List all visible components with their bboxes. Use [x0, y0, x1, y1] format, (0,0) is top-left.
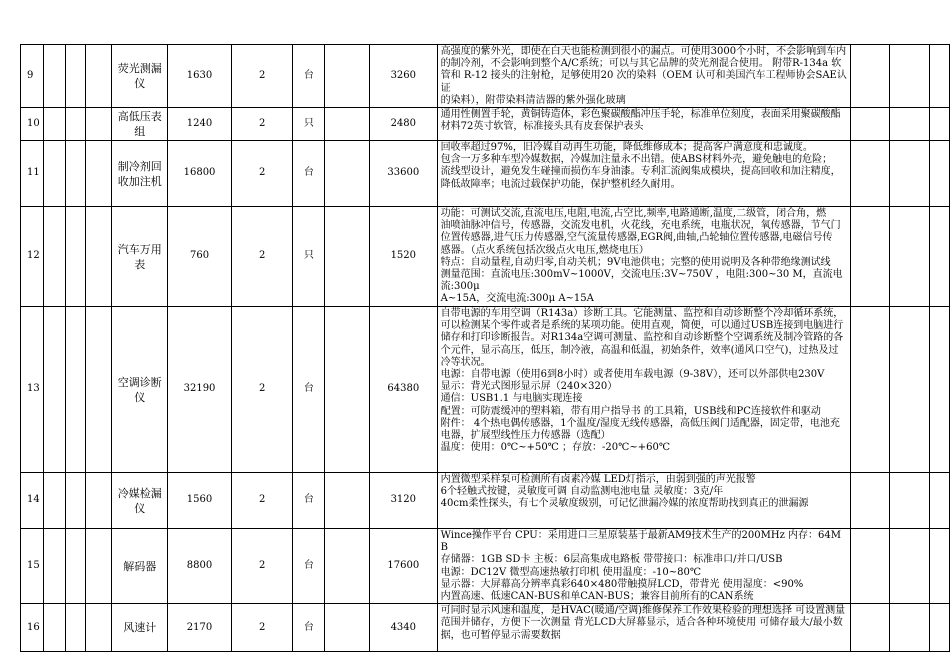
empty-cell: [930, 141, 950, 207]
total-price-cell: 33600: [369, 141, 437, 207]
empty-cell: [85, 307, 112, 473]
empty-cell: [65, 108, 85, 141]
row-number-cell: 14: [21, 473, 44, 529]
quantity-cell: 2: [231, 473, 293, 529]
row-number-cell: 12: [21, 207, 44, 307]
empty-cell: [85, 108, 112, 141]
total-price-cell: 4340: [369, 604, 437, 652]
quantity-cell: 2: [231, 207, 293, 307]
description-line: 据，也可暂停显示需要数据: [440, 629, 561, 641]
table-row: [21, 108, 950, 141]
description-line: 电器，扩展型线性压力传感器（选配）: [440, 430, 611, 442]
item-name-cell: 风速计: [112, 604, 168, 652]
empty-cell: [930, 529, 950, 604]
empty-cell: [890, 45, 930, 108]
quantity-cell: 2: [231, 45, 293, 108]
description-line: 的制冷剂，不会影响到整个A/C系统；可以与其它品牌的荧光剂混合使用。 附带R-134a 软: [440, 58, 842, 70]
description-line: 范围并储存，方便下一次测量 背光LCD大屏幕显示，适合各种环境使用 可储存最大/最小数: [440, 617, 843, 629]
description-line: 内置微型采样泵可检测所有卤素冷媒 LED灯指示，由弱到强的声光报警: [440, 474, 756, 486]
quantity-cell: 2: [231, 307, 293, 473]
quantity-cell: 2: [231, 604, 293, 652]
empty-cell: [325, 307, 370, 473]
description-line: 通用性侧置手轮，黄铜铸造体，彩色聚碳酸酯冲压手轮，标准单位刻度，表面采用聚碳酸酯: [440, 109, 841, 121]
empty-cell: [325, 604, 370, 652]
description-line: 40cm柔性探头，有七个灵敏度级别，可记忆泄漏冷媒的浓度帮助找到真正的泄漏源: [440, 498, 809, 510]
description-line: 温度：使用：0℃~+50℃ ；存放：-20℃~+60℃: [440, 442, 671, 454]
empty-cell: [930, 604, 950, 652]
empty-cell: [65, 529, 85, 604]
description-line: 高强度的紫外光，即使在白天也能检测到很小的漏点。可使用3000个小时，不会影响到车内: [440, 46, 847, 57]
description-line: A~15A，交流电流:300μ A~15A: [440, 293, 594, 305]
empty-cell: [325, 45, 370, 108]
empty-cell: [890, 307, 930, 473]
empty-cell: [65, 141, 85, 207]
empty-cell: [930, 207, 950, 307]
empty-cell: [850, 207, 890, 307]
row-number-cell: 15: [21, 529, 44, 604]
description-cell: [437, 108, 850, 141]
empty-cell: [850, 529, 890, 604]
description-cell: [437, 45, 850, 108]
empty-cell: [85, 141, 112, 207]
description-line: 配置：可防震缓冲的塑料箱，带有用户指导书 的工具箱，USB线和PC连接软件和驱动: [440, 405, 821, 417]
empty-cell: [43, 45, 65, 108]
description-line: 流线型设计，避免发生碰撞而损伤车身油漆。专利汇流阀集成模块，提高回收和加注精度，: [440, 166, 841, 178]
unit-price-cell: 1560: [168, 473, 232, 529]
total-price-cell: 2480: [369, 108, 437, 141]
description-cell: [437, 307, 850, 473]
empty-cell: [850, 45, 890, 108]
total-price-cell: 17600: [369, 529, 437, 604]
table-row: [21, 473, 950, 529]
unit-price-cell: 2170: [168, 604, 232, 652]
empty-cell: [65, 473, 85, 529]
table-row: [21, 45, 950, 108]
empty-cell: [850, 604, 890, 652]
description-line: 管和 R-12 接头的注射枪，足够使用20 次的染料（OEM 认可和美国汽车工程师协会SAE认证: [440, 70, 847, 94]
item-name-cell: 汽车万用表: [112, 207, 168, 307]
description-line: 功能：可测试交流,直流电压,电阻,电流,占空比,频率,电路通断,温度,二级管，闭合角，燃: [440, 208, 827, 220]
description-line: 可以检测某个零件或者是系统的某项功能。使用直观，简便，可以通过USB连接到电脑进行: [440, 320, 844, 332]
unit-cell: 台: [293, 307, 325, 473]
empty-cell: [65, 604, 85, 652]
description-line: 油喷油脉冲信号，传感器，交流发电机，火花线，充电系统，电瓶状况，氧传感器，节气门: [440, 220, 841, 232]
empty-cell: [930, 45, 950, 108]
description-line: 感器。（点火系统包括次级点火电压,燃烧电压）: [440, 244, 649, 256]
unit-cell: 台: [293, 529, 325, 604]
description-line: 附件： 4个热电偶传感器，1个温度/湿度无线传感器，高低压阀门适配器，固定带，电池充: [440, 417, 840, 429]
row-number-cell: 11: [21, 141, 44, 207]
item-name-cell: 荧光测漏仪: [112, 45, 168, 108]
empty-cell: [65, 207, 85, 307]
empty-cell: [325, 141, 370, 207]
empty-cell: [325, 473, 370, 529]
empty-cell: [850, 473, 890, 529]
empty-cell: [325, 207, 370, 307]
description-line: 通信：USB1.1 与电脑实现连接: [440, 393, 583, 405]
empty-cell: [890, 207, 930, 307]
item-name-cell: 冷媒检漏仪: [112, 473, 168, 529]
item-name-cell: 解码器: [112, 529, 168, 604]
empty-cell: [85, 529, 112, 604]
table-body: [21, 45, 950, 652]
row-number-cell: 9: [21, 45, 44, 108]
equipment-table: [20, 44, 950, 652]
empty-cell: [850, 108, 890, 141]
description-line: 自带电源的车用空调（R143a）诊断工具。它能测量、监控和自动诊断整个冷却循环系统，: [440, 308, 844, 320]
empty-cell: [43, 307, 65, 473]
quantity-cell: 2: [231, 108, 293, 141]
description-line: 回收率超过97%，旧冷媒自动再生功能，降低维修成本；提高客户满意度和忠诚度。: [440, 142, 813, 154]
unit-cell: 台: [293, 45, 325, 108]
description-line: 显示：背光式图形显示屏（240×320）: [440, 381, 618, 393]
empty-cell: [890, 141, 930, 207]
description-line: 特点：自动量程,自动归零,自动关机；9V电池供电；完整的使用说明及各种带绝缘测试线: [440, 256, 831, 268]
table-row: [21, 141, 950, 207]
row-number-cell: 16: [21, 604, 44, 652]
description-cell: [437, 207, 850, 307]
quantity-cell: 2: [231, 141, 293, 207]
description-cell: [437, 473, 850, 529]
unit-price-cell: 16800: [168, 141, 232, 207]
empty-cell: [850, 141, 890, 207]
item-name-cell: 高低压表组: [112, 108, 168, 141]
description-cell: [437, 529, 850, 604]
empty-cell: [85, 45, 112, 108]
item-name-cell: 制冷剂回收加注机: [112, 141, 168, 207]
table-row: [21, 307, 950, 473]
description-line: 测量范围：直流电压:300mV~1000V，交流电压:3V~750V ，电阻:300~30 M，直流电流:300μ: [440, 269, 843, 293]
unit-cell: 台: [293, 141, 325, 207]
description-line: 可同时显示风速和温度，是HVAC(暖通/空调)维修保养工作效果检验的理想选择 可设置测量: [440, 605, 846, 617]
description-line: 的染料），附带染料清洁器的紫外强化玻璃: [440, 94, 626, 106]
description-line: 内置高速、低速CAN-BUS和单CAN-BUS；兼容目前所有的CAN系统: [440, 591, 754, 603]
unit-cell: 台: [293, 604, 325, 652]
empty-cell: [930, 473, 950, 529]
row-number-cell: 10: [21, 108, 44, 141]
empty-cell: [43, 108, 65, 141]
unit-price-cell: 760: [168, 207, 232, 307]
empty-cell: [43, 207, 65, 307]
empty-cell: [65, 45, 85, 108]
unit-price-cell: 1630: [168, 45, 232, 108]
description-line: 冷等状况。: [440, 356, 491, 368]
total-price-cell: 3260: [369, 45, 437, 108]
empty-cell: [850, 307, 890, 473]
description-line: 个元件，显示高压，低压，制冷液，高温和低温，初始条件，效率(通风口空气)，过热及过: [440, 344, 839, 356]
empty-cell: [890, 473, 930, 529]
empty-cell: [65, 307, 85, 473]
table-row: [21, 529, 950, 604]
total-price-cell: 3120: [369, 473, 437, 529]
unit-price-cell: 8800: [168, 529, 232, 604]
empty-cell: [43, 604, 65, 652]
description-line: 存储器：1GB SD卡 主板：6层高集成电路板 带带接口：标准串口/并口/USB: [440, 554, 783, 566]
empty-cell: [85, 473, 112, 529]
empty-cell: [890, 529, 930, 604]
table-row: [21, 207, 950, 307]
row-number-cell: 13: [21, 307, 44, 473]
description-cell: [437, 141, 850, 207]
empty-cell: [325, 529, 370, 604]
empty-cell: [890, 108, 930, 141]
unit-cell: 只: [293, 207, 325, 307]
description-line: 电源：DC12V 微型高速热敏打印机 使用温度：-10~80℃: [440, 566, 702, 578]
unit-cell: 台: [293, 473, 325, 529]
total-price-cell: 1520: [369, 207, 437, 307]
description-line: 6个轻触式按键，灵敏度可调 自动监测电池电量 灵敏度：3克/年: [440, 486, 724, 498]
table-row: [21, 604, 950, 652]
description-cell: [437, 604, 850, 652]
empty-cell: [43, 529, 65, 604]
description-line: 包含一万多种车型冷媒数据，冷媒加注量永不出错。使ABS材料外壳，避免触电的危险；: [440, 154, 833, 166]
description-line: Wince操作平台 CPU：采用进口三星原装基于最新AM9技术生产的200MHz 内存：64MB: [440, 530, 842, 554]
description-line: 显示器：大屏幕高分辨率真彩640×480带触摸屏LCD，带背光 使用湿度：<90%: [440, 578, 804, 590]
item-name-cell: 空调诊断仪: [112, 307, 168, 473]
description-line: 储存和打印诊断报告。对R134a空调可测量、监控和自动诊断整个空调系统及制冷管路的各: [440, 332, 844, 344]
total-price-cell: 64380: [369, 307, 437, 473]
unit-price-cell: 32190: [168, 307, 232, 473]
description-line: 降低故障率；电流过载保护功能，保护整机经久耐用。: [440, 178, 681, 190]
empty-cell: [43, 473, 65, 529]
empty-cell: [43, 141, 65, 207]
empty-cell: [85, 207, 112, 307]
empty-cell: [930, 307, 950, 473]
quantity-cell: 2: [231, 529, 293, 604]
description-line: 电源：自带电源（使用6到8小时）或者使用车载电源（9-38V），还可以外部供电230V: [440, 369, 825, 381]
unit-cell: 只: [293, 108, 325, 141]
empty-cell: [930, 108, 950, 141]
empty-cell: [325, 108, 370, 141]
unit-price-cell: 1240: [168, 108, 232, 141]
empty-cell: [890, 604, 930, 652]
description-line: 位置传感器,进气压力传感器,空气流量传感器,EGR阀,曲轴,凸轮轴位置传感器,电磁信号传: [440, 232, 833, 244]
empty-cell: [85, 604, 112, 652]
description-line: 材料72英寸软管，标准接头具有皮套保护表头: [440, 121, 644, 133]
